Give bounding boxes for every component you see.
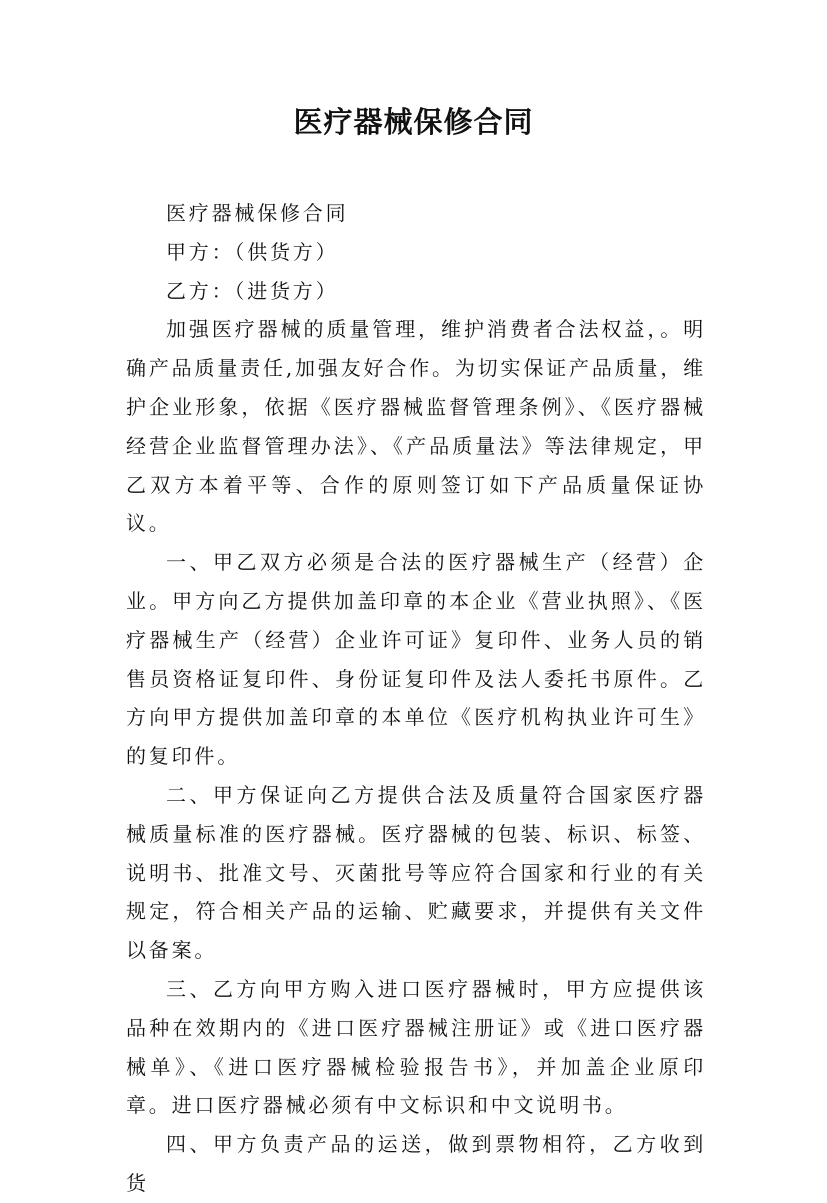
paragraph-clause-3: 三、乙方向甲方购入进口医疗器械时，甲方应提供该品种在效期内的《进口医疗器械注册证》或《进口医疗器械单》、《进口医疗器械检验报告书》，并加盖企业原印章。进口医疗器械必须有中文标识和中文说明书。 [126, 976, 706, 1118]
paragraph-clause-2: 二、甲方保证向乙方提供合法及质量符合国家医疗器械质量标准的医疗器械。医疗器械的包装、标识、标签、说明书、批准文号、灭菌批号等应符合国家和行业的有关规定，符合相关产品的运输、贮藏要求，并提供有关文件以备案。 [126, 782, 706, 963]
paragraph-clause-4: 四、甲方负责产品的运送，做到票物相符，乙方收到货 [126, 1132, 706, 1195]
paragraph-preamble: 加强医疗器械的质量管理，维护消费者合法权益，。明确产品质量责任,加强友好合作。为切实保证产品质量，维护企业形象，依据《医疗器械监督管理条例》、《医疗器械经营企业监督管理办法》、《产品质量法》等法律规定，甲乙双方本着平等、合作的原则签订如下产品质量保证协议。 [126, 317, 706, 536]
paragraph-party-a: 甲方：（供货方） [166, 239, 339, 264]
paragraph-clause-1: 一、甲乙双方必须是合法的医疗器械生产（经营）企业。甲方向乙方提供加盖印章的本企业《营业执照》、《医疗器械生产（经营）企业许可证》复印件、业务人员的销售员资格证复印件、身份证复印件及法人委托书原件。乙方向甲方提供加盖印章的本单位《医疗机构执业许可生》的复印件。 [126, 550, 706, 769]
document-title: 医疗器械保修合同 [293, 105, 534, 139]
paragraph-party-b: 乙方：（进货方） [166, 278, 339, 303]
document-body [126, 194, 706, 1203]
paragraph-heading: 医疗器械保修合同 [166, 201, 349, 225]
